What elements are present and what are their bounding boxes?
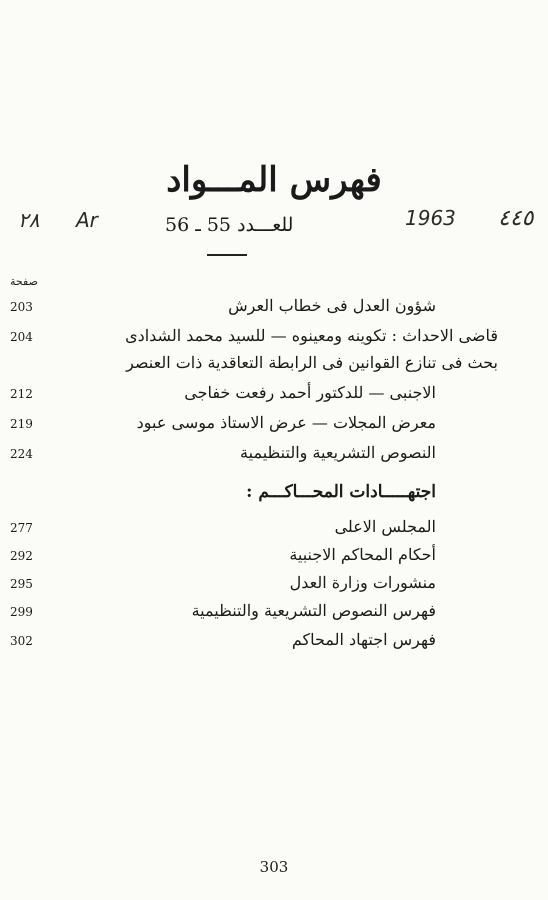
toc-entry	[0, 443, 548, 469]
section-title: اجتهـــــادات المحـــاكـــم :	[246, 482, 436, 502]
page-column-heading: صفحة	[10, 275, 38, 288]
toc-entry-text: قاضى الاحداث : تكوينه ومعينوه — للسيد محمد الشدادى	[125, 326, 498, 345]
handwritten-note-1: ٢٨	[18, 208, 40, 232]
handwritten-year: 1963	[405, 206, 456, 230]
toc-entry-text: بحث فى تنازع القوانين فى الرابطة التعاقدية ذات العنصر	[126, 353, 498, 372]
toc-entry-page: 302	[10, 634, 33, 648]
toc-entry-text: فهرس النصوص التشريعية والتنظيمية	[191, 601, 436, 620]
toc-entry-text: أحكام المحاكم الاجنبية	[289, 545, 436, 564]
toc-entry-text: فهرس اجتهاد المحاكم	[291, 630, 436, 649]
toc-entry-page: 277	[10, 521, 33, 535]
handwritten-note-3: ٤٤٥	[498, 206, 534, 231]
title-divider	[207, 254, 247, 256]
toc-entry-page: 204	[10, 330, 33, 344]
toc-entry-page: 212	[10, 387, 33, 401]
toc-entry	[0, 545, 548, 571]
toc-entry-text: المجلس الاعلى	[334, 517, 436, 536]
toc-entry-text: معرض المجلات — عرض الاستاذ موسى عبود	[136, 413, 436, 432]
toc-entry	[0, 517, 548, 543]
toc-entry-page: 219	[10, 417, 33, 431]
toc-entry-page: 299	[10, 605, 33, 619]
toc-entry	[0, 573, 548, 599]
issue-number: للعـــدد 55 ـ 56	[165, 214, 294, 236]
toc-entry	[0, 383, 548, 409]
toc-entry	[0, 601, 548, 627]
toc-entry	[0, 326, 548, 352]
toc-entry	[0, 353, 548, 379]
toc-entry	[0, 413, 548, 439]
toc-entry-text: الاجنبى — للدكتور أحمد رفعت خفاجى	[184, 383, 436, 402]
page-title: فهرس المـــواد	[166, 160, 382, 200]
toc-entry-page: 295	[10, 577, 33, 591]
toc-entry	[0, 296, 548, 322]
toc-entry-page: 203	[10, 300, 33, 314]
page-number: 303	[259, 858, 289, 876]
toc-entry	[0, 630, 548, 656]
toc-entry-text: النصوص التشريعية والتنظيمية	[240, 443, 436, 462]
toc-entry-page: 224	[10, 447, 33, 461]
toc-entry-text: شؤون العدل فى خطاب العرش	[228, 296, 436, 315]
handwritten-note-2: Ar	[76, 208, 98, 232]
toc-entry-page: 292	[10, 549, 33, 563]
toc-entry-text: منشورات وزارة العدل	[289, 573, 436, 592]
